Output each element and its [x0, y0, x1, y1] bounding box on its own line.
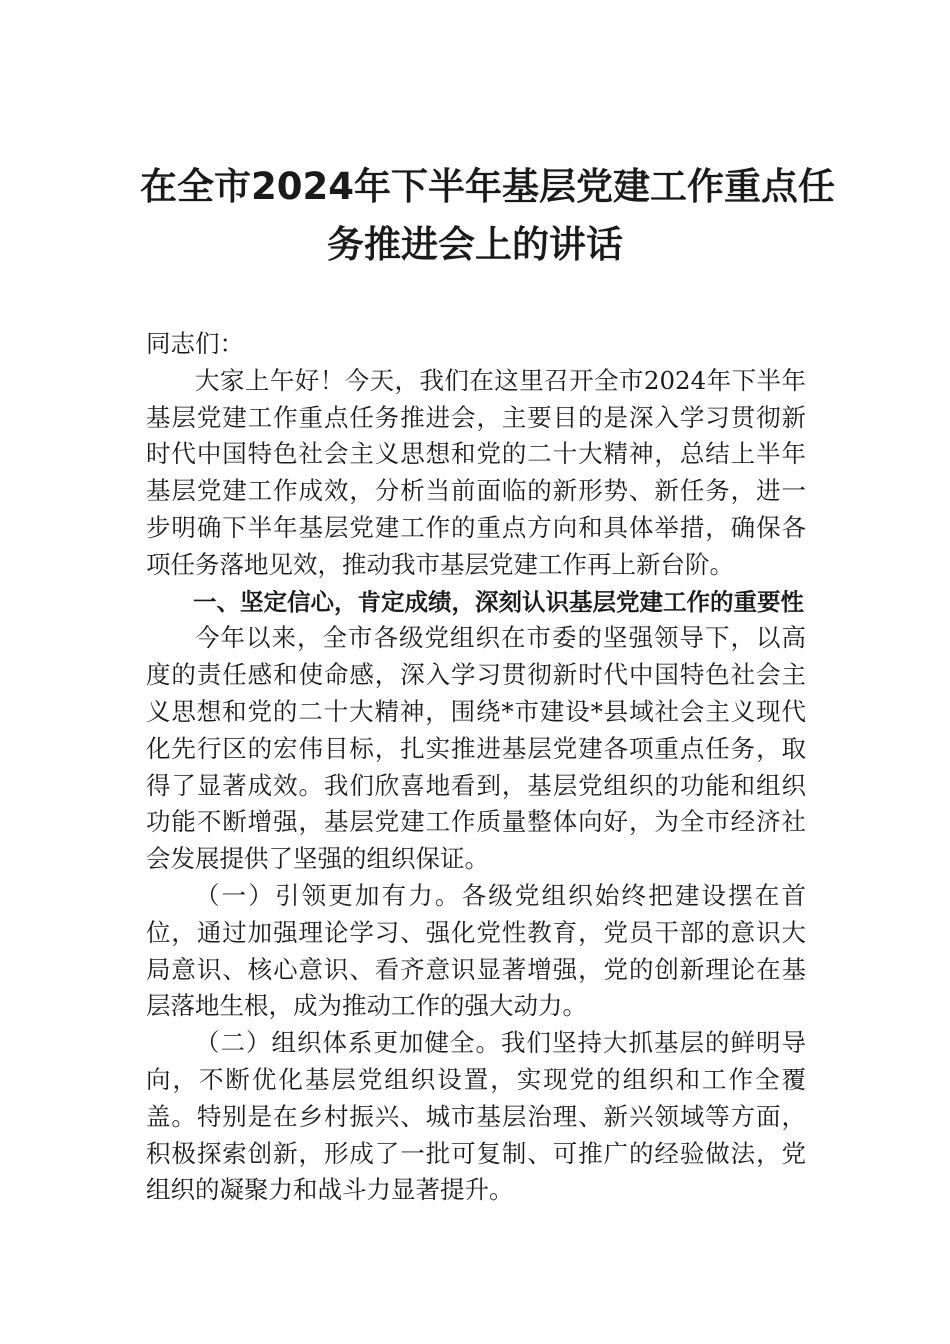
paragraph-subsection-1: （一）引领更加有力。各级党组织始终把建设摆在首位，通过加强理论学习、强化党性教育，党员干部的意识大局意识、核心意识、看齐意识显著增强，党的创新理论在基层落地生根，成为推动工作的强大动力。	[146, 880, 806, 1021]
title-line-2: 务推进会上的讲话	[327, 223, 623, 266]
document-title	[140, 158, 835, 274]
section-heading-1: 一、坚定信心，肯定成绩，深刻认识基层党建工作的重要性	[193, 587, 804, 616]
paragraph-subsection-2: （二）组织体系更加健全。我们坚持大抓基层的鲜明导向，不断优化基层党组织设置，实现党的组织和工作全覆盖。特别是在乡村振兴、城市基层治理、新兴领域等方面，积极探索创新，形成了一批可复制、可推广的经验做法，党组织的凝聚力和战斗力显著提升。	[146, 1028, 806, 1205]
salutation: 同志们：	[146, 329, 244, 358]
document-body	[146, 326, 806, 1209]
title-line-1: 在全市2024年下半年基层党建工作重点任	[140, 165, 835, 208]
paragraph-section-1-intro: 今年以来，全市各级党组织在市委的坚强领导下，以高度的责任感和使命感，深入学习贯彻新时代中国特色社会主义思想和党的二十大精神，围绕*市建设*县域社会主义现代化先行区的宏伟目标，扎实推进基层党建各项重点任务，取得了显著成效。我们欣喜地看到，基层党组织的功能和组织功能不断增强，基层党建工作质量整体向好，为全市经济社会发展提供了坚强的组织保证。	[146, 623, 806, 874]
paragraph-opening: 大家上午好！今天，我们在这里召开全市2024年下半年基层党建工作重点任务推进会，主要目的是深入学习贯彻新时代中国特色社会主义思想和党的二十大精神，总结上半年基层党建工作成效，分析当前面临的新形势、新任务，进一步明确下半年基层党建工作的重点方向和具体举措，确保各项任务落地见效，推动我市基层党建工作再上新台阶。	[146, 365, 806, 579]
